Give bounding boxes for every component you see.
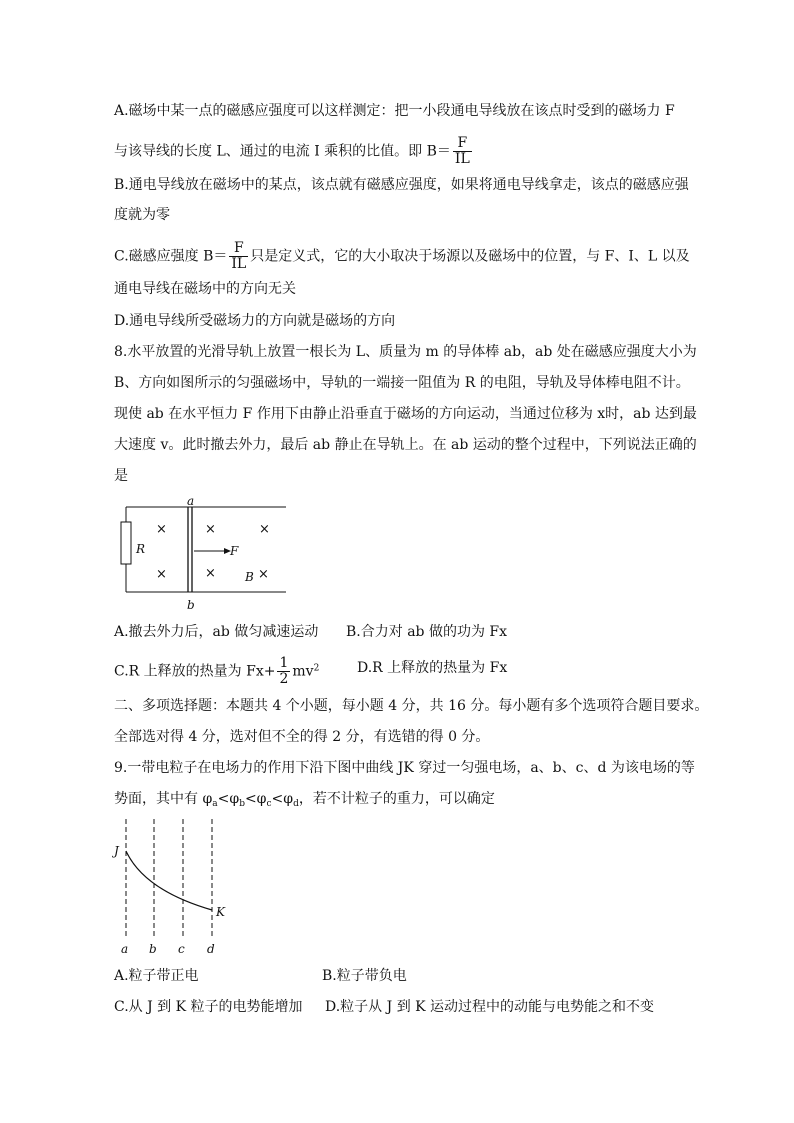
less-than-phi: <φ	[244, 791, 267, 807]
less-than-phi: <φ	[271, 791, 294, 807]
label-a: a	[187, 494, 195, 508]
q7-option-b-line2: 度就为零	[114, 207, 170, 223]
q8-stem-line2: B、方向如图所示的匀强磁场中，导轨的一端接一阻值为 R 的电阻，导轨及导体棒电阻不计。	[114, 375, 690, 391]
label-a: a	[121, 942, 129, 956]
fraction-denominator: IL	[231, 256, 247, 272]
q9-option-c: C.从 J 到 K 粒子的电势能增加	[114, 999, 303, 1015]
section2-heading-line1: 二、多项选择题：本题共 4 个小题，每小题 4 分，共 16 分。每小题有多个选项符合题目要求。	[114, 698, 709, 714]
resistor	[121, 522, 131, 564]
q9-field-figure	[112, 815, 232, 961]
q8-option-c-exponent: 2	[313, 663, 320, 674]
q8-option-a: A.撤去外力后，ab 做匀减速运动	[114, 624, 319, 640]
q8-option-c-mv: mv	[292, 663, 314, 680]
q9-option-b: B.粒子带负电	[322, 968, 407, 984]
field-cross-1: ×	[156, 522, 167, 537]
q8-option-d: D.R 上释放的热量为 Fx	[357, 660, 508, 676]
fraction-numerator: F	[229, 241, 248, 257]
fraction-denominator: 2	[279, 671, 289, 687]
q7-option-c-line2: 通电导线在磁场中的方向无关	[114, 281, 296, 297]
q8-circuit-figure	[114, 494, 294, 616]
q7-option-c-text-pre: C.磁感应强度 B＝	[114, 248, 228, 265]
q8-option-c-fraction	[277, 656, 290, 687]
label-d: d	[207, 942, 215, 956]
q7-option-c-line1	[114, 241, 690, 272]
q7-option-c-text-post: 只是定义式，它的大小取决于场源以及磁场中的位置，与 F、I、L 以及	[250, 248, 690, 265]
section2-heading-line2: 全部选对得 4 分，选对但不全的得 2 分，有选错的得 0 分。	[114, 729, 490, 745]
q7-formula-fraction	[453, 136, 472, 167]
label-b: b	[187, 598, 195, 612]
fraction-numerator: 1	[279, 655, 289, 671]
trajectory-curve	[126, 851, 212, 910]
q9-stem-line2	[114, 789, 495, 814]
q8-stem-line5: 是	[114, 468, 128, 484]
q8-option-c-text: C.R 上释放的热量为 Fx+	[114, 663, 276, 680]
label-k: K	[216, 905, 225, 919]
subscript-d: d	[293, 799, 299, 809]
subscript-c: c	[266, 799, 272, 809]
label-f: F	[230, 544, 239, 558]
q9-stem-text: 势面，其中有 φ	[114, 791, 213, 807]
q7-option-a-line1: A.磁场中某一点的磁感应强度可以这样测定：把一小段通电导线放在该点时受到的磁场力 F	[114, 103, 675, 119]
label-b: b	[149, 942, 157, 956]
label-j: J	[114, 844, 119, 858]
q7-option-b-line1: B.通电导线放在磁场中的某点，该点就有磁感应强度，如果将通电导线拿走，该点的磁感应强	[114, 177, 689, 193]
label-r: R	[136, 542, 146, 556]
q8-option-b: B.合力对 ab 做的功为 Fx	[346, 624, 508, 640]
field-cross-3: ×	[205, 522, 216, 537]
q9-stem-line1: 9.一带电粒子在电场力的作用下沿下图中曲线 JK 穿过一匀强电场，a、b、c、d 为该电场的等	[114, 760, 695, 776]
q7-option-c-fraction	[229, 241, 248, 272]
subscript-b: b	[239, 799, 245, 809]
fraction-denominator: IL	[454, 151, 470, 167]
fraction-numerator: F	[453, 136, 472, 152]
q7-option-d: D.通电导线所受磁场力的方向就是磁场的方向	[114, 313, 396, 329]
q7-option-a-text: 与该导线的长度 L、通过的电流 I 乘积的比值。即 B＝	[114, 143, 451, 160]
q8-stem-line4: 大速度 v。此时撤去外力，最后 ab 静止在导轨上。在 ab 运动的整个过程中，下列说法正确的	[114, 437, 697, 453]
q7-option-a-line2	[114, 136, 474, 167]
field-cross-6: ×	[258, 567, 269, 582]
q8-stem-line3: 现使 ab 在水平恒力 F 作用下由静止沿垂直于磁场的方向运动，当通过位移为 x时，ab 达到最	[114, 406, 697, 422]
field-cross-4: ×	[205, 566, 216, 581]
q9-stem-text-post: ，若不计粒子的重力，可以确定	[298, 791, 495, 807]
label-c: c	[178, 942, 185, 956]
q8-option-c	[114, 656, 319, 687]
q9-option-a: A.粒子带正电	[114, 968, 199, 984]
q9-option-d: D.粒子从 J 到 K 运动过程中的动能与电势能之和不变	[325, 999, 655, 1015]
field-cross-5: ×	[259, 522, 270, 537]
subscript-a: a	[212, 799, 218, 809]
field-cross-2: ×	[156, 567, 167, 582]
label-b-field: B	[245, 570, 254, 584]
q8-stem-line1: 8.水平放置的光滑导轨上放置一根长为 L、质量为 m 的导体棒 ab，ab 处在磁感应强度大小为	[114, 344, 697, 360]
q8-options-row1	[114, 622, 318, 642]
less-than-phi: <φ	[217, 791, 240, 807]
